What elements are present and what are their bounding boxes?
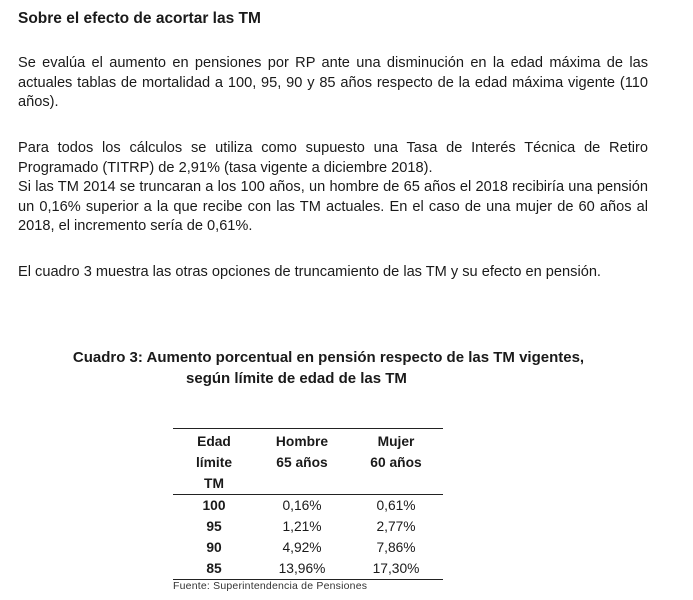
- table-caption-line2: según límite de edad de las TM: [186, 370, 407, 387]
- table-row: [173, 558, 443, 580]
- table-body: [173, 495, 443, 580]
- table-row: [173, 516, 443, 537]
- cell-men: 0,16%: [282, 498, 322, 513]
- pension-increase-table: [173, 428, 443, 580]
- paragraph-table-intro: El cuadro 3 muestra las otras opciones de truncamiento de las TM y su efecto en pensión.: [18, 264, 601, 280]
- header-men-line1: Hombre: [275, 434, 329, 449]
- table-header: [173, 429, 443, 495]
- paragraph-calculations: [18, 139, 648, 237]
- table-caption: [0, 347, 693, 389]
- paragraph-evaluation: Se evalúa el aumento en pensiones por RP ante una disminución en la edad máxima de las actuales tablas de mortalidad a 100, 95, 90 y 85 años respecto de la edad máxima vigente (110 años).: [18, 55, 648, 110]
- section-heading: Sobre el efecto de acortar las TM: [18, 10, 261, 27]
- header-men-line2: 65 años: [276, 455, 328, 470]
- header-women-line2: 60 años: [370, 455, 422, 470]
- header-age-limit-line1: Edad: [197, 434, 231, 449]
- cell-age: 100: [202, 498, 226, 513]
- cell-women: 7,86%: [376, 540, 416, 555]
- cell-men: 13,96%: [278, 561, 326, 576]
- cell-women: 17,30%: [372, 561, 420, 576]
- paragraph-assumption: Para todos los cálculos se utiliza como supuesto una Tasa de Interés Técnica de Retiro Programado (TITRP) de 2,91% (tasa vigente a diciembre 2018).: [18, 140, 648, 176]
- cell-women: 2,77%: [376, 519, 416, 534]
- header-men: [255, 429, 349, 495]
- table-caption-line1: Cuadro 3: Aumento porcentual en pensión respecto de las TM vigentes,: [72, 349, 585, 366]
- cell-age: 90: [206, 540, 222, 555]
- table-source: Fuente: Superintendencia de Pensiones: [173, 580, 368, 592]
- table-row: [173, 537, 443, 558]
- header-women-line1: Mujer: [377, 434, 415, 449]
- header-age-limit: [173, 429, 255, 495]
- cell-age: 85: [206, 561, 222, 576]
- table-header-row: [173, 429, 443, 495]
- cell-men: 4,92%: [282, 540, 322, 555]
- paragraph-truncation-example: Si las TM 2014 se truncaran a los 100 años, un hombre de 65 años el 2018 recibiría una pensión un 0,16% superior a la que recibe con las TM actuales. En el caso de una mujer de 60 años al 2018, el incremento sería de 0,61%.: [18, 179, 648, 234]
- cell-women: 0,61%: [376, 498, 416, 513]
- header-age-limit-line2: límite: [195, 455, 233, 470]
- header-age-limit-line3: TM: [204, 476, 224, 491]
- cell-age: 95: [206, 519, 222, 534]
- header-women: [349, 429, 443, 495]
- cell-men: 1,21%: [282, 519, 322, 534]
- table-row: [173, 495, 443, 517]
